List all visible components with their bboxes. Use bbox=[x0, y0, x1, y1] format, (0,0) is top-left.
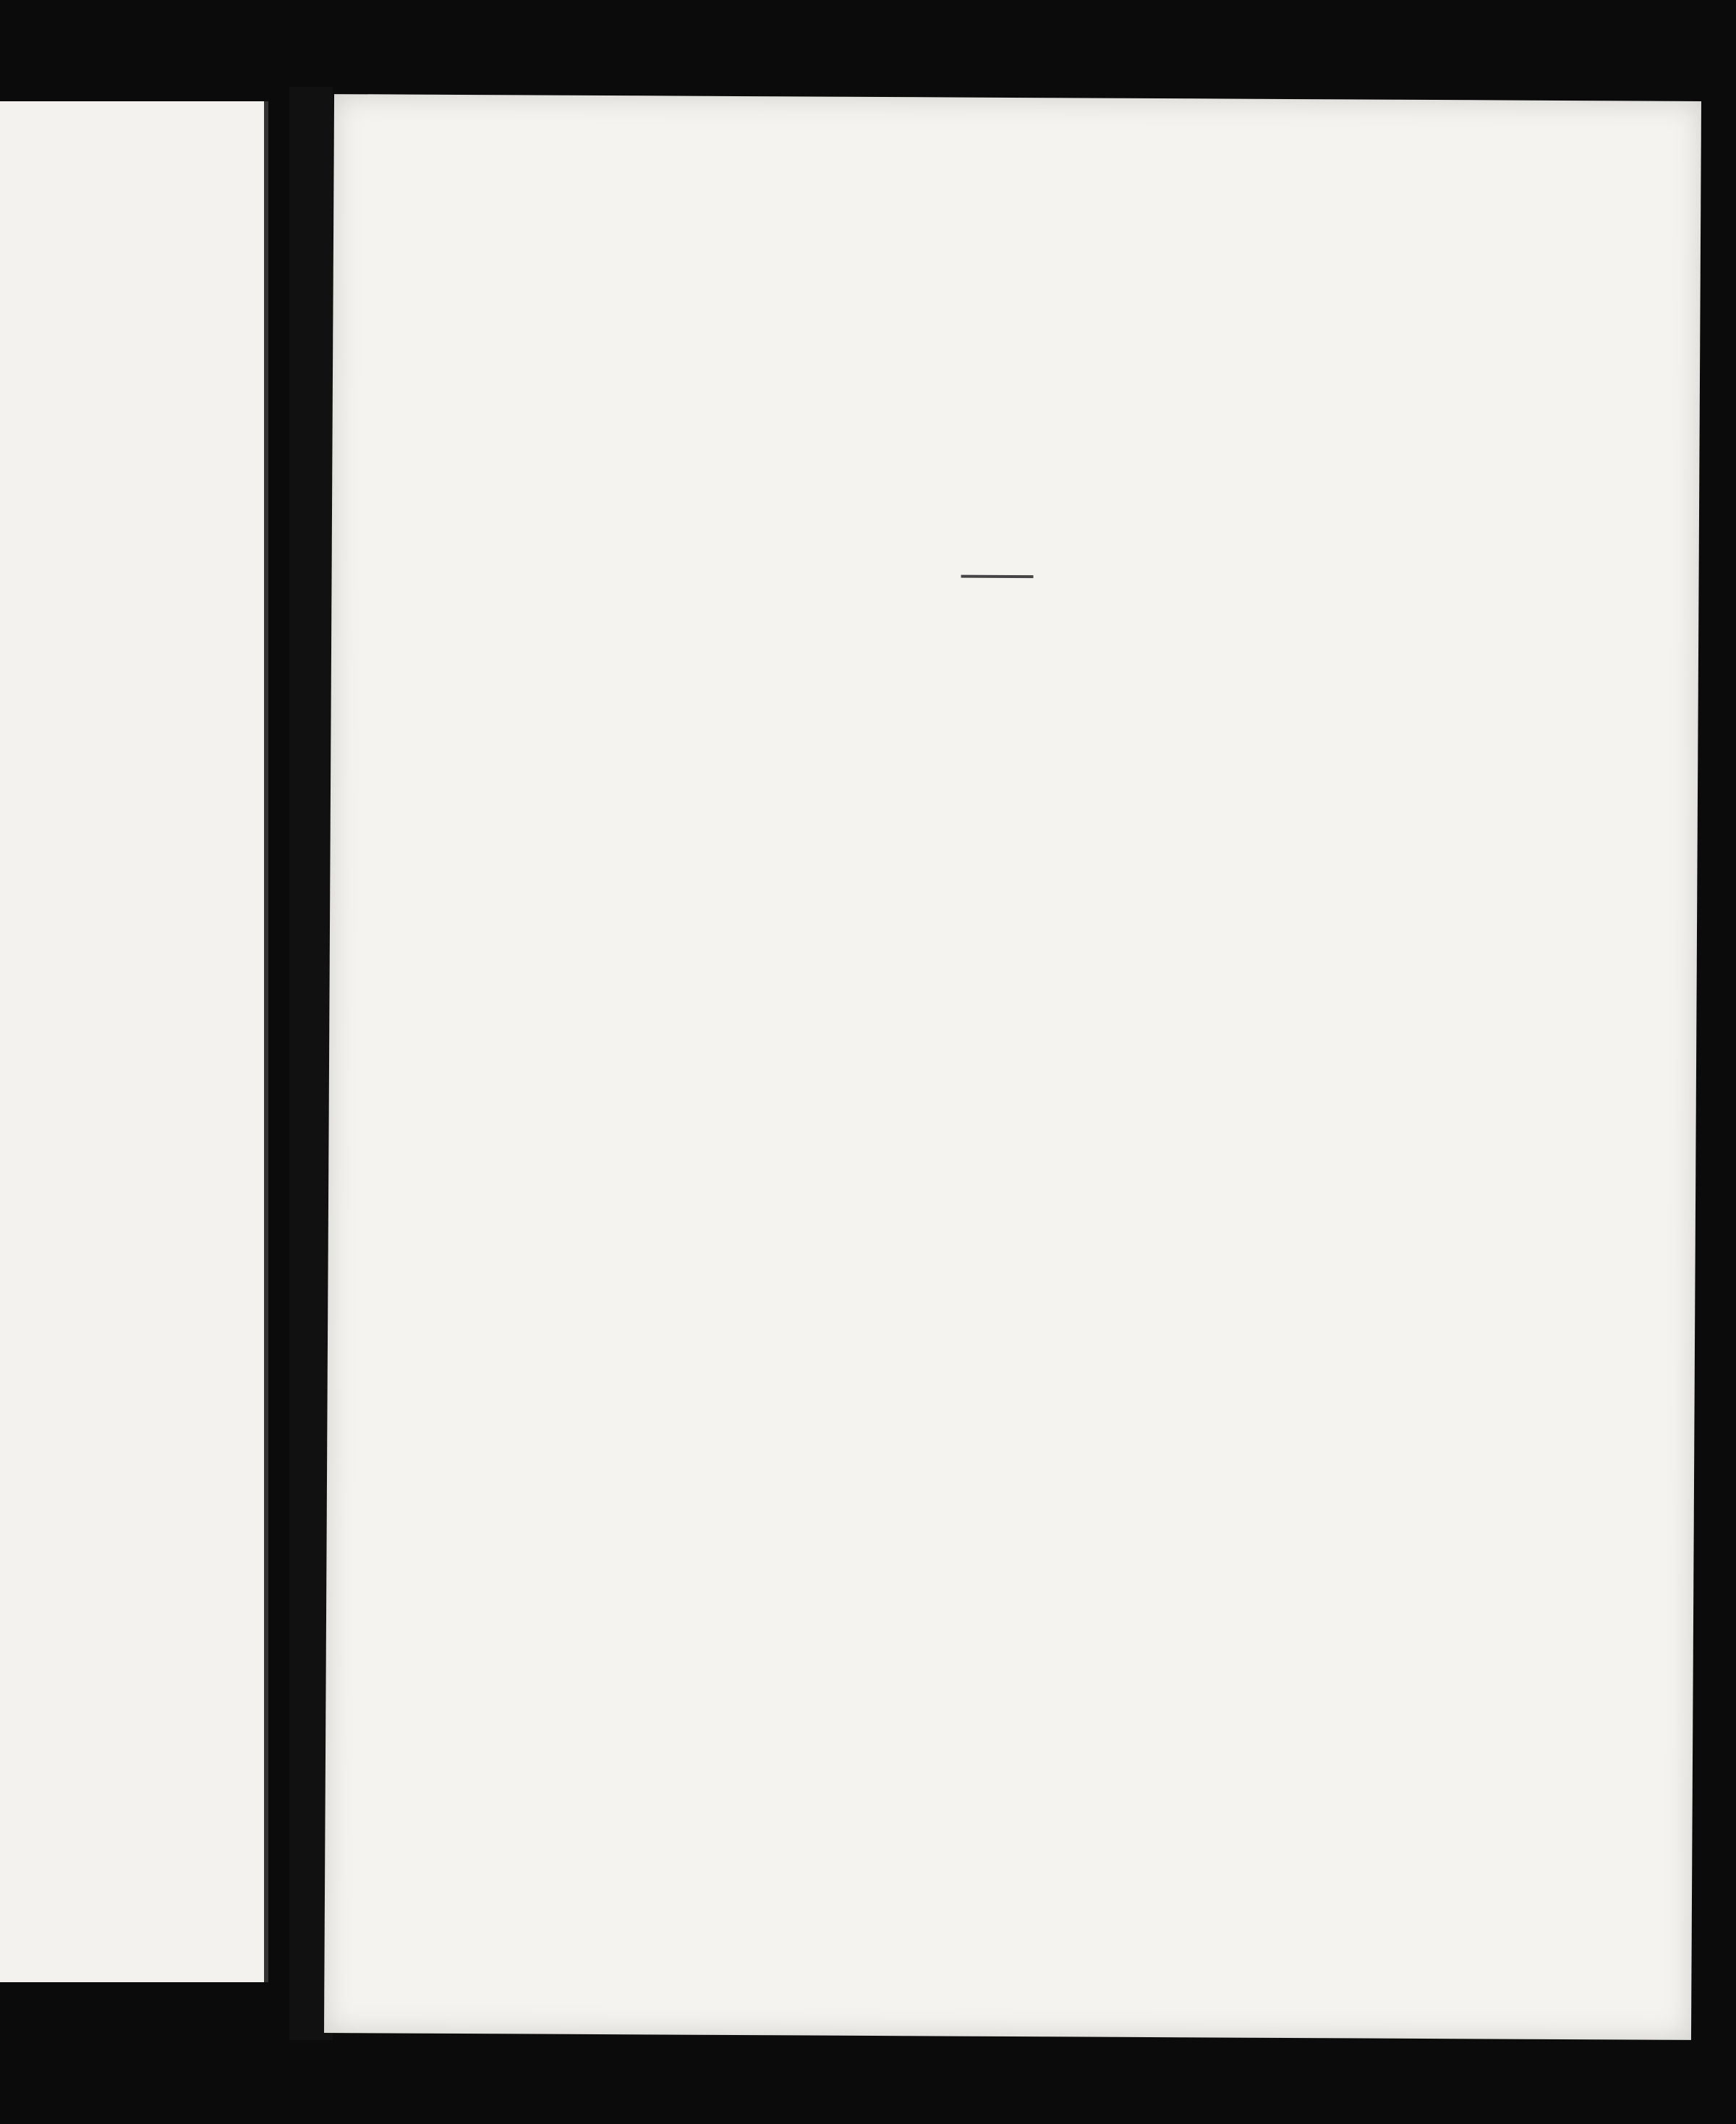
title-rule bbox=[961, 575, 1034, 579]
page-title bbox=[332, 470, 1403, 476]
right-page bbox=[324, 94, 1701, 2040]
index-entries bbox=[334, 94, 1701, 101]
left-page bbox=[0, 101, 268, 1982]
